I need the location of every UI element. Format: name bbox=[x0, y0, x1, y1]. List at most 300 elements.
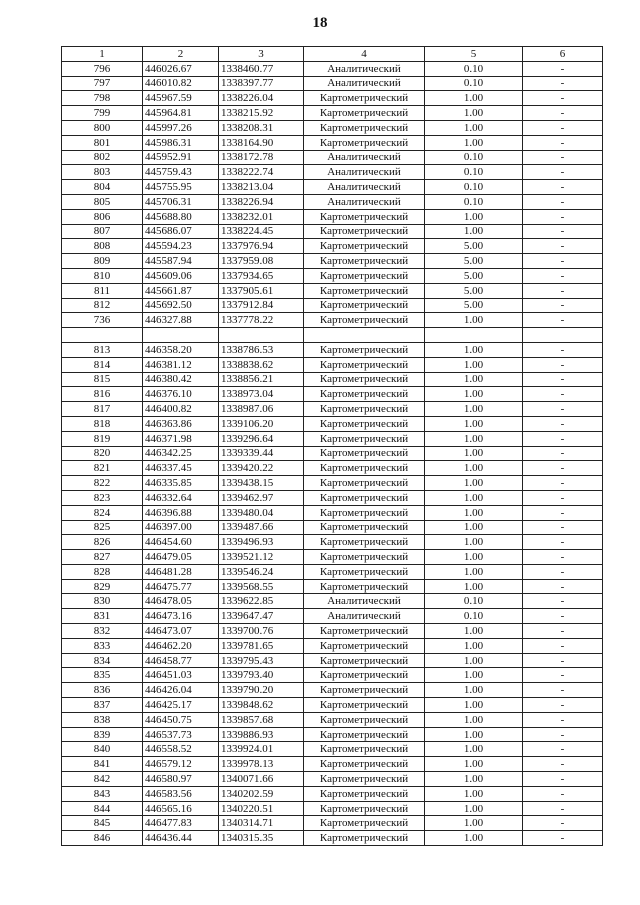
cell-note: - bbox=[523, 165, 603, 180]
cell-accuracy: 1.00 bbox=[425, 712, 523, 727]
cell-point-number: 844 bbox=[62, 801, 143, 816]
cell-note: - bbox=[523, 461, 603, 476]
cell-point-number: 819 bbox=[62, 431, 143, 446]
cell-note: - bbox=[523, 698, 603, 713]
cell-accuracy: 0.10 bbox=[425, 76, 523, 91]
cell-method: Картометрический bbox=[304, 772, 425, 787]
cell-accuracy: 1.00 bbox=[425, 535, 523, 550]
cell-y-coordinate: 1337959.08 bbox=[219, 254, 304, 269]
cell-accuracy: 1.00 bbox=[425, 224, 523, 239]
table-row bbox=[62, 609, 603, 624]
table-row bbox=[62, 239, 603, 254]
page-number: 18 bbox=[312, 15, 328, 31]
cell-method: Картометрический bbox=[304, 624, 425, 639]
table-row bbox=[62, 801, 603, 816]
cell-point-number: 814 bbox=[62, 357, 143, 372]
cell-method: Картометрический bbox=[304, 476, 425, 491]
cell-note: - bbox=[523, 476, 603, 491]
cell-accuracy: 1.00 bbox=[425, 387, 523, 402]
cell-point-number: 799 bbox=[62, 106, 143, 121]
cell-method: Картометрический bbox=[304, 535, 425, 550]
cell-point-number: 845 bbox=[62, 816, 143, 831]
cell-method: Аналитический bbox=[304, 76, 425, 91]
cell-method: Аналитический bbox=[304, 150, 425, 165]
cell-method: Картометрический bbox=[304, 742, 425, 757]
table-row bbox=[62, 120, 603, 135]
cell-accuracy: 1.00 bbox=[425, 653, 523, 668]
cell-note: - bbox=[523, 224, 603, 239]
cell-method: Картометрический bbox=[304, 431, 425, 446]
cell-accuracy: 1.00 bbox=[425, 120, 523, 135]
cell-method: Картометрический bbox=[304, 579, 425, 594]
cell-x-coordinate: 445967.59 bbox=[143, 91, 219, 106]
cell-x-coordinate: 445986.31 bbox=[143, 135, 219, 150]
cell-point-number: 837 bbox=[62, 698, 143, 713]
cell-note: - bbox=[523, 106, 603, 121]
cell-method: Картометрический bbox=[304, 372, 425, 387]
cell-note: - bbox=[523, 135, 603, 150]
cell-point-number: 823 bbox=[62, 490, 143, 505]
cell-method: Картометрический bbox=[304, 416, 425, 431]
cell-point-number: 806 bbox=[62, 209, 143, 224]
cell-accuracy: 1.00 bbox=[425, 490, 523, 505]
table-row bbox=[62, 194, 603, 209]
cell-note: - bbox=[523, 638, 603, 653]
cell-accuracy: 1.00 bbox=[425, 520, 523, 535]
cell-y-coordinate: 1338232.01 bbox=[219, 209, 304, 224]
table-row bbox=[62, 638, 603, 653]
cell-point-number: 802 bbox=[62, 150, 143, 165]
cell-point-number: 841 bbox=[62, 757, 143, 772]
cell-method: Картометрический bbox=[304, 520, 425, 535]
table-row bbox=[62, 283, 603, 298]
cell-note: - bbox=[523, 254, 603, 269]
table-row bbox=[62, 772, 603, 787]
cell-note: - bbox=[523, 490, 603, 505]
cell-x-coordinate: 445609.06 bbox=[143, 268, 219, 283]
table-row bbox=[62, 431, 603, 446]
cell-note: - bbox=[523, 446, 603, 461]
cell-note: - bbox=[523, 727, 603, 742]
cell-y-coordinate: 1339420.22 bbox=[219, 461, 304, 476]
cell-note: - bbox=[523, 416, 603, 431]
cell-y-coordinate: 1340314.71 bbox=[219, 816, 304, 831]
cell-x-coordinate: 446580.97 bbox=[143, 772, 219, 787]
cell-method: Картометрический bbox=[304, 712, 425, 727]
cell-note: - bbox=[523, 239, 603, 254]
cell-accuracy: 1.00 bbox=[425, 476, 523, 491]
cell-y-coordinate: 1339568.55 bbox=[219, 579, 304, 594]
cell-point-number: 807 bbox=[62, 224, 143, 239]
table-row bbox=[62, 786, 603, 801]
cell-method: Картометрический bbox=[304, 490, 425, 505]
cell-y-coordinate: 1337976.94 bbox=[219, 239, 304, 254]
cell-note bbox=[523, 328, 603, 343]
header-note: 6 bbox=[523, 47, 603, 62]
cell-method: Аналитический bbox=[304, 61, 425, 76]
cell-y-coordinate: 1339296.64 bbox=[219, 431, 304, 446]
cell-x-coordinate: 446558.52 bbox=[143, 742, 219, 757]
cell-note: - bbox=[523, 594, 603, 609]
cell-y-coordinate: 1339848.62 bbox=[219, 698, 304, 713]
cell-method: Картометрический bbox=[304, 254, 425, 269]
cell-y-coordinate: 1339521.12 bbox=[219, 550, 304, 565]
cell-point-number: 825 bbox=[62, 520, 143, 535]
cell-y-coordinate: 1338224.45 bbox=[219, 224, 304, 239]
cell-x-coordinate: 446425.17 bbox=[143, 698, 219, 713]
cell-x-coordinate: 445594.23 bbox=[143, 239, 219, 254]
table-row bbox=[62, 564, 603, 579]
cell-note: - bbox=[523, 772, 603, 787]
cell-y-coordinate: 1338213.04 bbox=[219, 180, 304, 195]
cell-method: Картометрический bbox=[304, 106, 425, 121]
cell-point-number: 803 bbox=[62, 165, 143, 180]
cell-method: Аналитический bbox=[304, 194, 425, 209]
cell-accuracy: 1.00 bbox=[425, 816, 523, 831]
table-row bbox=[62, 180, 603, 195]
cell-method: Картометрический bbox=[304, 668, 425, 683]
cell-point-number: 831 bbox=[62, 609, 143, 624]
table-row bbox=[62, 816, 603, 831]
cell-y-coordinate: 1338164.90 bbox=[219, 135, 304, 150]
cell-accuracy: 1.00 bbox=[425, 668, 523, 683]
cell-accuracy: 1.00 bbox=[425, 831, 523, 846]
cell-accuracy: 5.00 bbox=[425, 239, 523, 254]
cell-method: Картометрический bbox=[304, 209, 425, 224]
cell-y-coordinate: 1340071.66 bbox=[219, 772, 304, 787]
cell-method: Картометрический bbox=[304, 135, 425, 150]
table-header-row bbox=[62, 47, 603, 62]
cell-y-coordinate: 1338215.92 bbox=[219, 106, 304, 121]
cell-point-number: 805 bbox=[62, 194, 143, 209]
table-row bbox=[62, 224, 603, 239]
cell-point-number: 830 bbox=[62, 594, 143, 609]
cell-y-coordinate: 1340315.35 bbox=[219, 831, 304, 846]
cell-y-coordinate: 1339793.40 bbox=[219, 668, 304, 683]
cell-method: Аналитический bbox=[304, 180, 425, 195]
table-row bbox=[62, 298, 603, 313]
cell-method: Картометрический bbox=[304, 564, 425, 579]
cell-y-coordinate: 1338856.21 bbox=[219, 372, 304, 387]
table-row bbox=[62, 742, 603, 757]
cell-accuracy: 1.00 bbox=[425, 91, 523, 106]
cell-method: Аналитический bbox=[304, 594, 425, 609]
cell-y-coordinate: 1340220.51 bbox=[219, 801, 304, 816]
cell-y-coordinate: 1339339.44 bbox=[219, 446, 304, 461]
cell-point-number: 736 bbox=[62, 313, 143, 328]
cell-x-coordinate: 446376.10 bbox=[143, 387, 219, 402]
cell-x-coordinate: 446462.20 bbox=[143, 638, 219, 653]
cell-y-coordinate: 1339790.20 bbox=[219, 683, 304, 698]
cell-accuracy: 1.00 bbox=[425, 357, 523, 372]
cell-point-number: 822 bbox=[62, 476, 143, 491]
cell-accuracy: 1.00 bbox=[425, 742, 523, 757]
cell-note: - bbox=[523, 683, 603, 698]
cell-y-coordinate: 1339978.13 bbox=[219, 757, 304, 772]
cell-method: Картометрический bbox=[304, 283, 425, 298]
cell-note: - bbox=[523, 76, 603, 91]
cell-accuracy: 1.00 bbox=[425, 416, 523, 431]
cell-note: - bbox=[523, 387, 603, 402]
cell-accuracy: 1.00 bbox=[425, 683, 523, 698]
cell-y-coordinate: 1338172.78 bbox=[219, 150, 304, 165]
cell-point-number: 839 bbox=[62, 727, 143, 742]
cell-point-number: 833 bbox=[62, 638, 143, 653]
cell-x-coordinate: 446026.67 bbox=[143, 61, 219, 76]
table-row bbox=[62, 653, 603, 668]
cell-note: - bbox=[523, 372, 603, 387]
cell-point-number: 818 bbox=[62, 416, 143, 431]
cell-y-coordinate: 1339857.68 bbox=[219, 712, 304, 727]
cell-y-coordinate: 1338226.04 bbox=[219, 91, 304, 106]
cell-accuracy: 0.10 bbox=[425, 594, 523, 609]
cell-x-coordinate: 446579.12 bbox=[143, 757, 219, 772]
table-row bbox=[62, 594, 603, 609]
cell-y-coordinate: 1337934.65 bbox=[219, 268, 304, 283]
cell-accuracy: 1.00 bbox=[425, 786, 523, 801]
cell-note: - bbox=[523, 180, 603, 195]
cell-point-number: 836 bbox=[62, 683, 143, 698]
cell-method: Картометрический bbox=[304, 461, 425, 476]
cell-y-coordinate: 1339886.93 bbox=[219, 727, 304, 742]
table-row bbox=[62, 461, 603, 476]
cell-accuracy: 1.00 bbox=[425, 564, 523, 579]
cell-y-coordinate: 1338226.94 bbox=[219, 194, 304, 209]
table-row bbox=[62, 76, 603, 91]
table-row bbox=[62, 61, 603, 76]
cell-point-number: 842 bbox=[62, 772, 143, 787]
cell-y-coordinate: 1339647.47 bbox=[219, 609, 304, 624]
cell-note: - bbox=[523, 535, 603, 550]
cell-point-number: 826 bbox=[62, 535, 143, 550]
cell-note: - bbox=[523, 283, 603, 298]
cell-x-coordinate: 446363.86 bbox=[143, 416, 219, 431]
table-row bbox=[62, 342, 603, 357]
cell-method: Картометрический bbox=[304, 224, 425, 239]
cell-x-coordinate: 446454.60 bbox=[143, 535, 219, 550]
cell-point-number: 838 bbox=[62, 712, 143, 727]
cell-point-number: 797 bbox=[62, 76, 143, 91]
cell-y-coordinate: 1338838.62 bbox=[219, 357, 304, 372]
cell-x-coordinate: 446458.77 bbox=[143, 653, 219, 668]
table-row bbox=[62, 150, 603, 165]
cell-accuracy: 1.00 bbox=[425, 209, 523, 224]
cell-accuracy: 5.00 bbox=[425, 254, 523, 269]
cell-x-coordinate: 446381.12 bbox=[143, 357, 219, 372]
cell-x-coordinate: 446332.64 bbox=[143, 490, 219, 505]
cell-x-coordinate: 446335.85 bbox=[143, 476, 219, 491]
cell-point-number: 810 bbox=[62, 268, 143, 283]
cell-point-number: 808 bbox=[62, 239, 143, 254]
cell-y-coordinate: 1339700.76 bbox=[219, 624, 304, 639]
table-row bbox=[62, 402, 603, 417]
cell-point-number: 843 bbox=[62, 786, 143, 801]
cell-x-coordinate: 446451.03 bbox=[143, 668, 219, 683]
cell-x-coordinate: 446477.83 bbox=[143, 816, 219, 831]
cell-method: Аналитический bbox=[304, 609, 425, 624]
cell-accuracy: 1.00 bbox=[425, 505, 523, 520]
cell-point-number: 835 bbox=[62, 668, 143, 683]
cell-note: - bbox=[523, 150, 603, 165]
cell-method: Картометрический bbox=[304, 387, 425, 402]
cell-y-coordinate: 1339622.85 bbox=[219, 594, 304, 609]
cell-x-coordinate: 446565.16 bbox=[143, 801, 219, 816]
cell-x-coordinate: 446327.88 bbox=[143, 313, 219, 328]
cell-note: - bbox=[523, 742, 603, 757]
table-row bbox=[62, 165, 603, 180]
cell-method: Картометрический bbox=[304, 446, 425, 461]
cell-method: Картометрический bbox=[304, 653, 425, 668]
cell-note: - bbox=[523, 402, 603, 417]
cell-accuracy: 1.00 bbox=[425, 372, 523, 387]
cell-point-number: 846 bbox=[62, 831, 143, 846]
cell-y-coordinate: 1339480.04 bbox=[219, 505, 304, 520]
cell-x-coordinate: 446396.88 bbox=[143, 505, 219, 520]
cell-x-coordinate: 446397.00 bbox=[143, 520, 219, 535]
cell-y-coordinate: 1340202.59 bbox=[219, 786, 304, 801]
cell-y-coordinate: 1338397.77 bbox=[219, 76, 304, 91]
cell-x-coordinate: 445688.80 bbox=[143, 209, 219, 224]
cell-x-coordinate: 446400.82 bbox=[143, 402, 219, 417]
cell-y-coordinate: 1337912.84 bbox=[219, 298, 304, 313]
table-row bbox=[62, 254, 603, 269]
cell-method: Картометрический bbox=[304, 268, 425, 283]
cell-note: - bbox=[523, 624, 603, 639]
cell-accuracy: 1.00 bbox=[425, 757, 523, 772]
header-x-coordinate: 2 bbox=[143, 47, 219, 62]
cell-accuracy: 0.10 bbox=[425, 61, 523, 76]
table-row bbox=[62, 757, 603, 772]
cell-point-number: 800 bbox=[62, 120, 143, 135]
cell-accuracy: 0.10 bbox=[425, 194, 523, 209]
cell-note: - bbox=[523, 550, 603, 565]
table-row bbox=[62, 387, 603, 402]
table-row bbox=[62, 831, 603, 846]
cell-y-coordinate: 1337905.61 bbox=[219, 283, 304, 298]
table-row bbox=[62, 135, 603, 150]
cell-point-number: 796 bbox=[62, 61, 143, 76]
cell-accuracy: 1.00 bbox=[425, 801, 523, 816]
table-row bbox=[62, 490, 603, 505]
cell-x-coordinate: 446478.05 bbox=[143, 594, 219, 609]
cell-y-coordinate: 1339438.15 bbox=[219, 476, 304, 491]
cell-method: Картометрический bbox=[304, 313, 425, 328]
cell-point-number: 828 bbox=[62, 564, 143, 579]
cell-x-coordinate: 445692.50 bbox=[143, 298, 219, 313]
cell-x-coordinate: 445964.81 bbox=[143, 106, 219, 121]
table-row bbox=[62, 446, 603, 461]
cell-y-coordinate: 1338208.31 bbox=[219, 120, 304, 135]
cell-note: - bbox=[523, 91, 603, 106]
cell-note: - bbox=[523, 505, 603, 520]
cell-point-number: 812 bbox=[62, 298, 143, 313]
table-row bbox=[62, 91, 603, 106]
cell-method: Картометрический bbox=[304, 239, 425, 254]
cell-y-coordinate: 1339781.65 bbox=[219, 638, 304, 653]
cell-x-coordinate: 445952.91 bbox=[143, 150, 219, 165]
table-row bbox=[62, 313, 603, 328]
cell-point-number: 824 bbox=[62, 505, 143, 520]
table-row bbox=[62, 624, 603, 639]
cell-note: - bbox=[523, 653, 603, 668]
cell-point-number: 801 bbox=[62, 135, 143, 150]
cell-method: Картометрический bbox=[304, 91, 425, 106]
cell-method bbox=[304, 328, 425, 343]
cell-method: Аналитический bbox=[304, 165, 425, 180]
cell-x-coordinate: 446481.28 bbox=[143, 564, 219, 579]
table-row bbox=[62, 357, 603, 372]
cell-x-coordinate: 445759.43 bbox=[143, 165, 219, 180]
cell-note: - bbox=[523, 564, 603, 579]
cell-accuracy: 1.00 bbox=[425, 106, 523, 121]
cell-y-coordinate: 1339106.20 bbox=[219, 416, 304, 431]
table-row bbox=[62, 209, 603, 224]
cell-accuracy: 1.00 bbox=[425, 727, 523, 742]
cell-x-coordinate: 446475.77 bbox=[143, 579, 219, 594]
cell-note: - bbox=[523, 209, 603, 224]
cell-point-number: 829 bbox=[62, 579, 143, 594]
cell-note: - bbox=[523, 579, 603, 594]
cell-x-coordinate: 445706.31 bbox=[143, 194, 219, 209]
cell-accuracy: 5.00 bbox=[425, 283, 523, 298]
cell-x-coordinate: 446380.42 bbox=[143, 372, 219, 387]
table-row bbox=[62, 268, 603, 283]
cell-y-coordinate: 1338222.74 bbox=[219, 165, 304, 180]
cell-accuracy: 1.00 bbox=[425, 698, 523, 713]
table-row bbox=[62, 712, 603, 727]
cell-x-coordinate: 446436.44 bbox=[143, 831, 219, 846]
cell-x-coordinate: 446342.25 bbox=[143, 446, 219, 461]
cell-x-coordinate: 445997.26 bbox=[143, 120, 219, 135]
cell-point-number: 820 bbox=[62, 446, 143, 461]
cell-point-number: 817 bbox=[62, 402, 143, 417]
cell-x-coordinate: 446010.82 bbox=[143, 76, 219, 91]
table-row bbox=[62, 550, 603, 565]
cell-point-number: 816 bbox=[62, 387, 143, 402]
cell-accuracy: 1.00 bbox=[425, 402, 523, 417]
cell-note: - bbox=[523, 313, 603, 328]
table-body bbox=[62, 61, 603, 845]
cell-y-coordinate: 1339546.24 bbox=[219, 564, 304, 579]
cell-note: - bbox=[523, 298, 603, 313]
cell-x-coordinate: 446337.45 bbox=[143, 461, 219, 476]
cell-accuracy: 1.00 bbox=[425, 431, 523, 446]
cell-note: - bbox=[523, 431, 603, 446]
cell-accuracy: 0.10 bbox=[425, 180, 523, 195]
table-row bbox=[62, 727, 603, 742]
table-row bbox=[62, 372, 603, 387]
cell-x-coordinate: 446473.07 bbox=[143, 624, 219, 639]
cell-accuracy: 1.00 bbox=[425, 461, 523, 476]
cell-accuracy: 1.00 bbox=[425, 772, 523, 787]
cell-method: Картометрический bbox=[304, 727, 425, 742]
cell-x-coordinate: 446371.98 bbox=[143, 431, 219, 446]
cell-method: Картометрический bbox=[304, 698, 425, 713]
cell-note: - bbox=[523, 801, 603, 816]
cell-method: Картометрический bbox=[304, 831, 425, 846]
cell-method: Картометрический bbox=[304, 357, 425, 372]
cell-note: - bbox=[523, 120, 603, 135]
cell-x-coordinate: 446583.56 bbox=[143, 786, 219, 801]
cell-point-number: 834 bbox=[62, 653, 143, 668]
table-row bbox=[62, 476, 603, 491]
cell-point-number: 809 bbox=[62, 254, 143, 269]
cell-note: - bbox=[523, 609, 603, 624]
cell-method: Картометрический bbox=[304, 638, 425, 653]
cell-accuracy: 0.10 bbox=[425, 165, 523, 180]
cell-y-coordinate: 1339496.93 bbox=[219, 535, 304, 550]
cell-accuracy: 1.00 bbox=[425, 342, 523, 357]
